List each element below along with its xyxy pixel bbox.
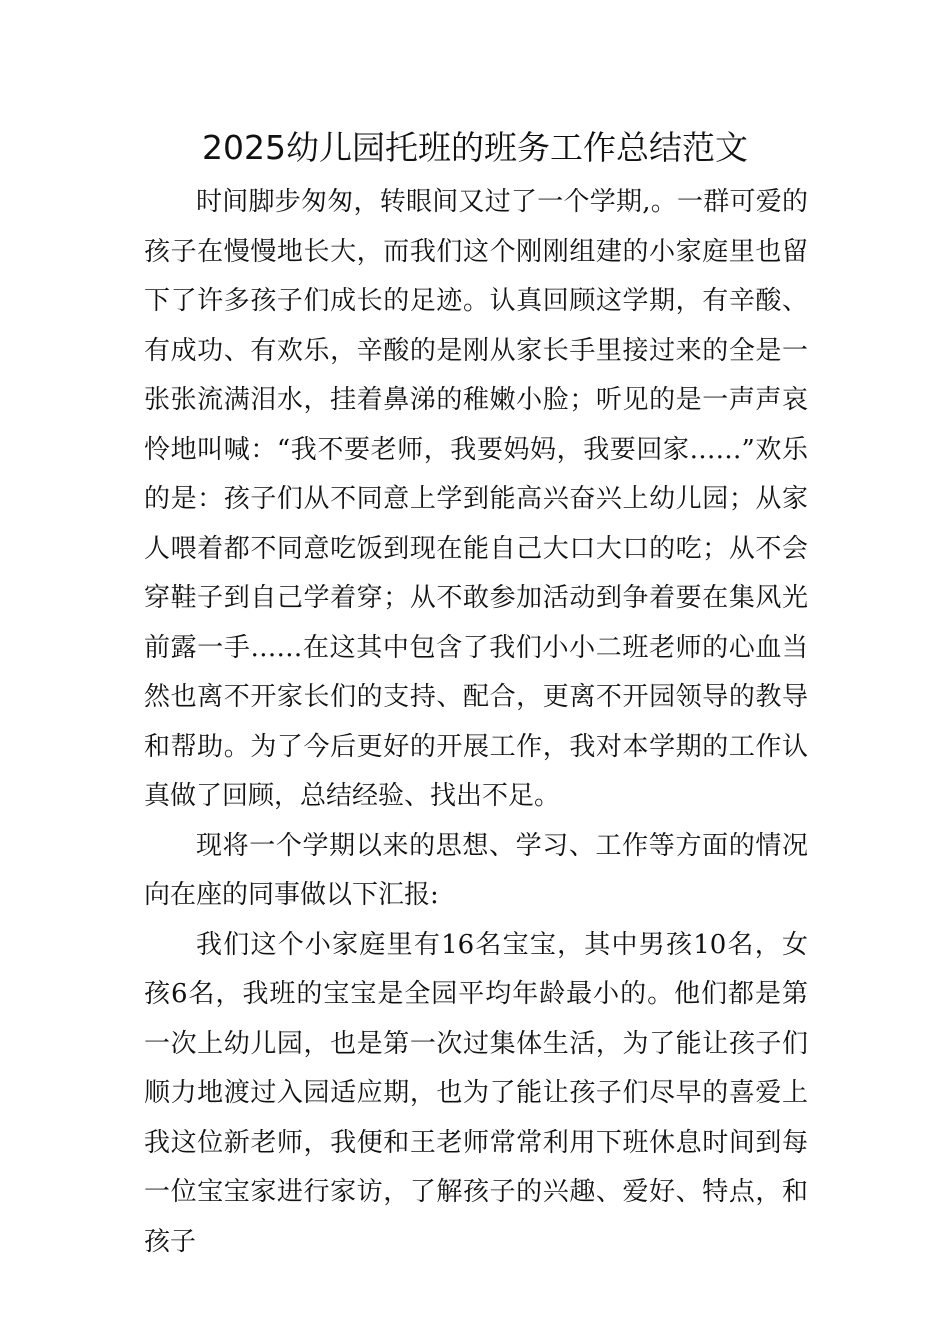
paragraph: 我们这个小家庭里有16名宝宝，其中男孩10名，女孩6名，我班的宝宝是全园平均年龄最小的。他们都是第一次上幼儿园，也是第一次过集体生活，为了能让孩子们顺力地渡过入园适应期，也为了能让孩子们尽早的喜爱上我这位新老师，我便和王老师常常利用下班休息时间到每一位宝宝家进行家访，了解孩子的兴趣、爱好、特点，和孩子 xyxy=(144,929,808,1257)
document-body xyxy=(144,178,808,1267)
paragraph: 时间脚步匆匆，转眼间又过了一个学期,。一群可爱的孩子在慢慢地长大，而我们这个刚刚组建的小家庭里也留下了许多孩子们成长的足迹。认真回顾这学期，有辛酸、有成功、有欢乐，辛酸的是刚从家长手里接过来的全是一张张流满泪水，挂着鼻涕的稚嫩小脸；听见的是一声声哀怜地叫喊：“我不要老师，我要妈妈，我要回家……”欢乐的是：孩子们从不同意上学到能高兴奋兴上幼儿园；从家人喂着都不同意吃饭到现在能自己大口大口的吃；从不会穿鞋子到自己学着穿；从不敢参加活动到争着要在集风光前露一手……在这其中包含了我们小小二班老师的心血当然也离不开家长们的支持、配合，更离不开园领导的教导和帮助。为了今后更好的开展工作，我对本学期的工作认真做了回顾，总结经验、找出不足。 xyxy=(144,187,808,811)
document-title: 2025幼儿园托班的班务工作总结范文 xyxy=(202,128,748,167)
paragraph: 现将一个学期以来的思想、学习、工作等方面的情况向在座的同事做以下汇报: xyxy=(144,830,808,910)
